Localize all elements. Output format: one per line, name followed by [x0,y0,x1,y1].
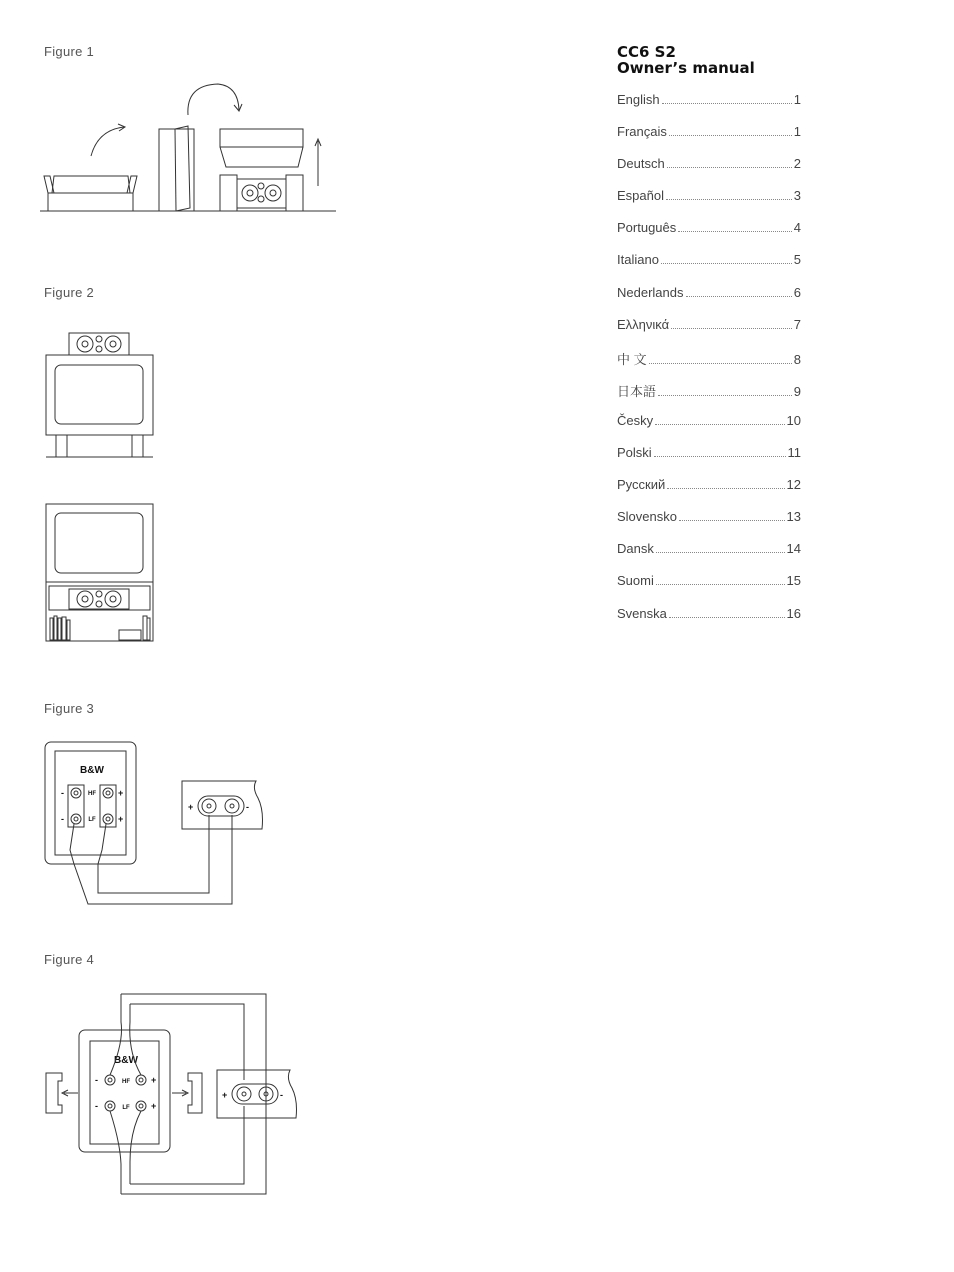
hf-label: HF [122,1079,130,1085]
plus-sign: + [151,1075,157,1085]
figure-1-unpacking-diagram [38,80,338,220]
figure-2-tv-cabinet-diagram [44,502,159,644]
minus-sign: - [246,802,249,812]
amplifier [182,781,263,829]
lf-minus-terminal[interactable] [105,1101,115,1111]
minus-sign: - [61,788,64,798]
speaker-rear [45,742,136,864]
toc-item[interactable]: Svenska 16 [617,605,801,621]
wire-negative [70,815,232,904]
open-box [44,176,137,211]
toc-item[interactable]: Česky 10 [617,412,801,428]
tv-body [46,355,153,435]
link-bracket-right [188,1073,202,1113]
plus-sign: + [188,802,194,812]
toc-item[interactable]: Español 3 [617,188,801,204]
toc-item[interactable]: Italiano 5 [617,252,801,268]
minus-sign: - [95,1075,98,1085]
minus-sign: - [280,1090,283,1100]
wire-inner [130,1004,244,1080]
brand-logo: B&W [80,765,104,776]
hf-minus-terminal[interactable] [105,1075,115,1085]
wire-lf-plus [130,1111,141,1184]
figure-2-label: Figure 2 [44,285,95,300]
speaker-shelf [49,586,150,610]
hf-minus-terminal[interactable] [71,788,81,798]
lf-label: LF [88,817,96,823]
figure-3-label: Figure 3 [44,701,95,716]
figure-1-label: Figure 1 [44,44,95,59]
hf-label: HF [88,791,96,797]
toc-item[interactable]: Deutsch 2 [617,156,801,172]
upright-box [159,126,194,211]
box-lift-off [220,129,303,211]
toc-item[interactable]: Français 1 [617,124,801,140]
toc-item[interactable]: Português 4 [617,220,801,236]
amp-terminals [198,796,244,816]
tv-screen [55,513,143,573]
arrow-head-2 [234,104,242,111]
tv-screen [55,365,143,424]
figure-3-wiring-diagram [44,740,269,910]
toc-item[interactable]: 日本語 9 [617,383,801,399]
center-speaker [69,333,129,355]
center-speaker [69,589,129,609]
toc-item[interactable]: Русский 12 [617,477,801,493]
toc-item[interactable]: English 1 [617,92,801,107]
figure-2-tv-on-top-diagram [44,330,159,460]
amp-plus-terminal[interactable] [237,1087,251,1101]
link-bracket-left [46,1073,62,1113]
toc-item[interactable]: Suomi 15 [617,573,801,589]
lift-arrow-1 [91,127,124,156]
books [50,616,150,640]
lf-plus-terminal[interactable] [136,1101,146,1111]
manual-subtitle: Owner’s manual [617,59,755,77]
plus-sign: + [151,1101,157,1111]
lf-plus-terminal[interactable] [103,814,113,824]
lf-label: LF [122,1105,130,1111]
model-name: CC6 S2 [617,43,676,61]
amp-terminals [232,1084,278,1104]
language-index [617,92,801,638]
tv-stand [46,435,153,457]
plus-sign: + [222,1090,228,1100]
toc-item[interactable]: Dansk 14 [617,541,801,557]
speaker-rear [79,1030,170,1152]
figure-4-label: Figure 4 [44,952,95,967]
toc-item[interactable]: 中 文 8 [617,351,801,367]
flip-arrow [188,84,239,115]
manual-title [617,44,755,76]
toc-item[interactable]: Ελληνικά 7 [617,316,801,332]
minus-sign: - [61,814,64,824]
amplifier [217,1070,297,1118]
figure-4-biwiring-diagram [44,992,304,1198]
minus-sign: - [95,1101,98,1111]
toc-item[interactable]: Polski 11 [617,445,801,461]
amp-minus-terminal[interactable] [225,799,239,813]
brand-logo: B&W [114,1055,138,1066]
toc-item[interactable]: Slovensko 13 [617,509,801,525]
hf-plus-terminal[interactable] [103,788,113,798]
plus-sign: + [118,788,124,798]
hf-plus-terminal[interactable] [136,1075,146,1085]
lf-minus-terminal[interactable] [71,814,81,824]
center-speaker [237,179,286,208]
toc-item[interactable]: Nederlands 6 [617,284,801,300]
plus-sign: + [118,814,124,824]
amp-plus-terminal[interactable] [202,799,216,813]
